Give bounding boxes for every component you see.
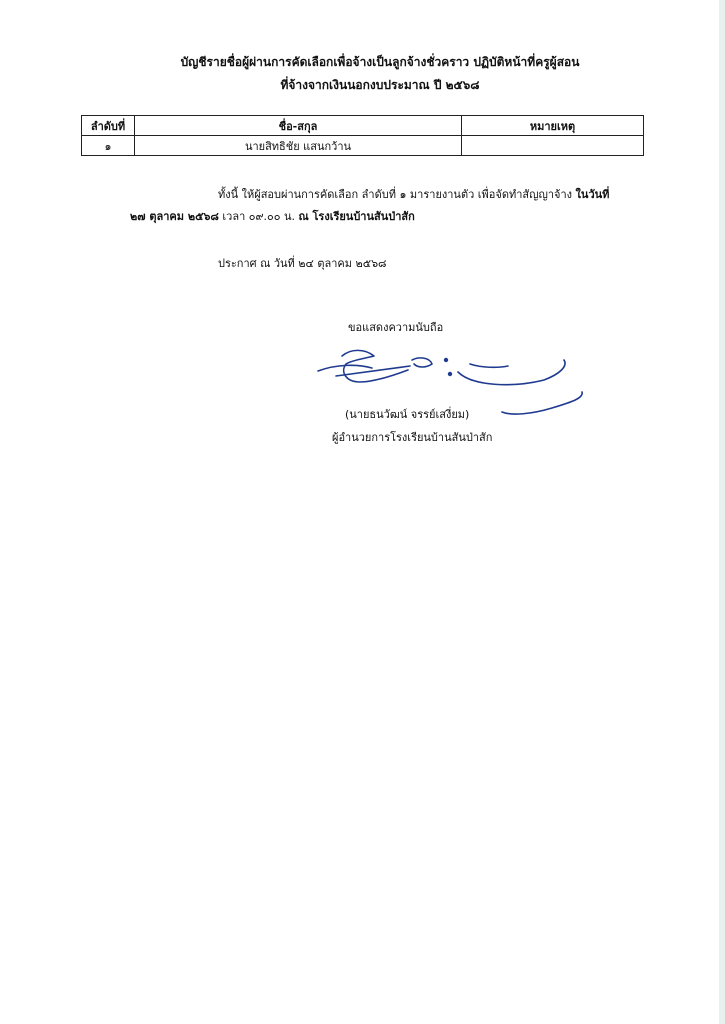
body-line1-bold: ในวันที่ <box>575 188 610 201</box>
cell-note <box>462 136 644 156</box>
table-header-row <box>82 116 644 136</box>
header-no: ลำดับที่ <box>82 116 135 136</box>
body-place: ณ โรงเรียนบ้านสันป่าสัก <box>298 210 415 223</box>
cell-name: นายสิทธิชัย แสนกว้าน <box>135 136 462 156</box>
body-line2 <box>130 209 415 225</box>
body-date: ๒๗ ตุลาคม ๒๕๖๘ <box>130 210 219 223</box>
candidate-table <box>81 115 644 156</box>
cell-no: ๑ <box>82 136 135 156</box>
header-name: ชื่อ-สกุล <box>135 116 462 136</box>
closing-text: ขอแสดงความนับถือ <box>348 321 444 334</box>
document-title-line2: ที่จ้างจากเงินนอกงบประมาณ ปี ๒๕๖๘ <box>280 78 480 92</box>
announcement-date: ประกาศ ณ วันที่ ๒๔ ตุลาคม ๒๕๖๘ <box>218 257 387 270</box>
table-row <box>82 136 644 156</box>
signatory-position: ผู้อำนวยการโรงเรียนบ้านสันป่าสัก <box>332 431 493 444</box>
page-edge <box>719 0 725 1024</box>
header-note: หมายเหตุ <box>462 116 644 136</box>
body-line1-text: ทั้งนี้ ให้ผู้สอบผ่านการคัดเลือก ลำดับที่ ๑ มารายงานตัว เพื่อจัดทำสัญญาจ้าง <box>218 188 576 201</box>
document-title-line1: บัญชีรายชื่อผู้ผ่านการคัดเลือกเพื่อจ้างเป็นลูกจ้างชั่วคราว ปฏิบัติหน้าที่ครูผู้สอน <box>180 55 580 69</box>
body-line1 <box>218 187 609 203</box>
body-time: เวลา ๐๙.๐๐ น. <box>218 210 299 223</box>
signatory-name: (นายธนวัฒน์ จรรย์เสงี่ยม) <box>345 408 470 421</box>
